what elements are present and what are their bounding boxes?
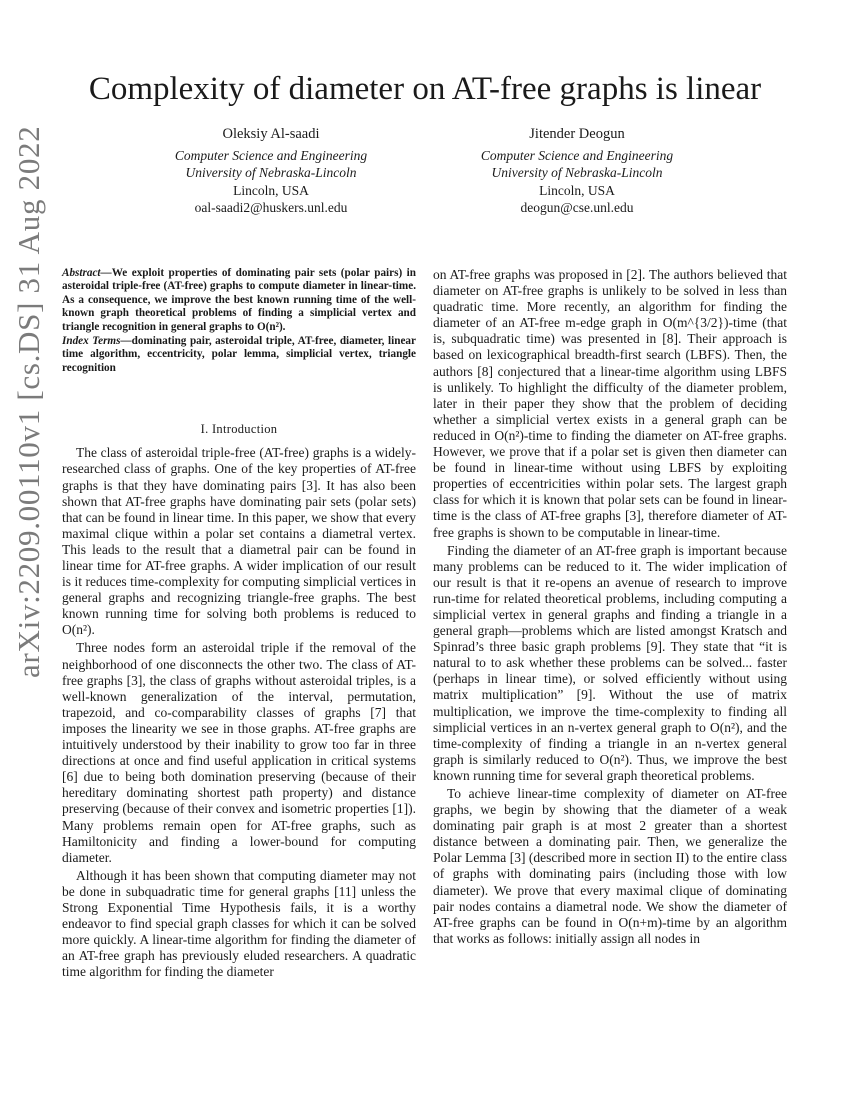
abstract xyxy=(62,267,416,334)
index-terms-label: Index Terms— xyxy=(62,335,132,348)
author-university: University of Nebraska-Lincoln xyxy=(185,165,357,180)
right-column xyxy=(433,267,787,949)
author-department: Computer Science and Engineering xyxy=(480,147,674,163)
abstract-label: Abstract— xyxy=(62,267,112,279)
arxiv-identifier: arXiv:2209.00110v1 [cs.DS] 31 Aug 2022 xyxy=(11,125,46,678)
left-column xyxy=(62,267,416,982)
paper-title: Complexity of diameter on AT-free graphs is linear xyxy=(88,71,762,107)
body-paragraph: Although it has been shown that computing diameter may not be done in subquadratic time for general graphs [11] unless the Strong Exponential Time Hypothesis fails, it is a worthy endeavor to find special graph classes for which it can be solved more quickly. A linear-time algorithm for finding the diameter of an AT-free graph has previously eluded researchers. A quadratic time algorithm for finding the diameter xyxy=(62,867,416,980)
author-block-2 xyxy=(417,126,737,217)
author-block-1 xyxy=(111,126,431,217)
index-terms-text: dominating pair, asteroidal triple, AT-free, diameter, linear time algorithm, eccentricity, polar lemma, simplicial vertex, triangle recognition xyxy=(62,335,416,374)
author-email: deogun@cse.unl.edu xyxy=(520,200,634,215)
index-terms xyxy=(62,335,416,375)
section-heading xyxy=(62,421,416,437)
body-paragraph: To achieve linear-time complexity of diameter on AT-free graphs, we begin by showing that the diameter of a weak dominating pair graph is at most 2 greater than a shortest distance between a dominating pair. Then, we generalize the Polar Lemma [3] (described more in section II) to the entire class of graphs with dominating pairs (including those with low diameter). We prove that every maximal clique of dominating pair nodes contains a diametral node. We show the diameter of AT-free graphs can be found in O(n+m)-time by an algorithm that works as follows: initially assign all nodes in xyxy=(433,786,787,946)
body-paragraph: Three nodes form an asteroidal triple if the removal of the neighborhood of one disconnects the other two. The class of AT-free graphs [3], the class of graphs without asteroidal triples, is a well-known generalization of the interval, permutation, trapezoid, and co-comparability classes of graphs [7] that imposes the linearity we see in those graphs. AT-free graphs are intuitively understood by their inability to grow too far in three directions at once and find useful application in critical systems [6] due to being both domination preserving (because of their hereditary dominating shortest path property) and distance preserving (because of their convex and isometric properties [1]). Many problems remain open for AT-free graphs, such as Hamiltonicity and finding a lower-bound for computing diameter. xyxy=(62,640,416,865)
body-paragraph: Finding the diameter of an AT-free graph is important because many problems can be reduced to it. The wider implication of our result is that it re-opens an avenue of research to improve run-time for related theoretical problems, including computing a simplicial vertex in general graphs and finding a triangle in a general graph—problems which are listed amongst Kratsch and Spinrad’s three basic graph problems [9]. They state that “it is natural to to ask whether these problems can be solved... faster (perhaps in linear time), or solved efficiently without using matrix multiplication” [9]. Without the use of matrix multiplication, we improve the time-complexity to finding all simplicial vertices in an n-vertex general graph to O(n²), and the time-complexity of finding a triangle in an n-vertex general graph is similarly reduced to O(n²). Thus, we improve the best known running time for several graph theoretical problems. xyxy=(433,542,787,783)
author-name: Jitender Deogun xyxy=(529,126,625,142)
abstract-text: We exploit properties of dominating pair sets (polar pairs) in asteroidal triple-free (AT-free) graphs to compute diameter in linear-time. As a consequence, we improve the best known running time of the well-known graph theoretical problems of finding a simplicial vertex and triangle recognition in general graphs to O(n²). xyxy=(62,267,416,333)
body-paragraph: The class of asteroidal triple-free (AT-free) graphs is a widely-researched class of graphs. One of the key properties of AT-free graphs is that they have dominating pairs [3]. It has also been shown that AT-free graphs have dominating pair sets (polar sets) that can be found in linear time. In this paper, we show that every maximal clique within a polar set contains a diametral vertex. This leads to the result that a diametral pair can be found in linear time for AT-free graphs. A wider implication of our result is it reduces time-complexity for computing simplicial vertices in general graphs and recognizing triangle-free graphs. The best known running time for solving both problems is reduced to O(n²). xyxy=(62,445,416,638)
section-title: Introduction xyxy=(211,422,278,437)
author-email: oal-saadi2@huskers.unl.edu xyxy=(194,200,348,215)
author-university: University of Nebraska-Lincoln xyxy=(491,165,663,180)
author-name: Oleksiy Al-saadi xyxy=(222,126,320,142)
body-paragraph: on AT-free graphs was proposed in [2]. The authors believed that diameter on AT-free graphs is unlikely to be solved in less than quadratic time. More recently, an algorithm for finding the diameter of an AT-free m-edge graph in O(m^{3/2})-time (that is, subquadratic time) was presented in [8]. Their approach is based on lexicographical breadth-first search (LBFS). Then, the authors [8] conjectured that a linear-time algorithm using LBFS is unlikely. To highlight the difficulty of the diameter problem, later in their paper they show that the problem of deciding whether a simplicial vertex exists in a general graph can be reduced in O(n²)-time to finding the diameter on AT-free graphs. However, we prove that if a polar set is given then diameter can be found in linear-time without using LBFS by exploiting properties of eccentricities within polar sets. The largest graph class for which it is known that polar sets can be found in linear-time is the class of AT-free graphs [3], therefore diameter of AT-free graphs is shown to be computable in linear-time. xyxy=(433,267,787,540)
author-department: Computer Science and Engineering xyxy=(174,147,368,163)
author-city: Lincoln, USA xyxy=(539,182,615,198)
section-number: I. xyxy=(200,422,209,437)
author-city: Lincoln, USA xyxy=(233,182,309,198)
